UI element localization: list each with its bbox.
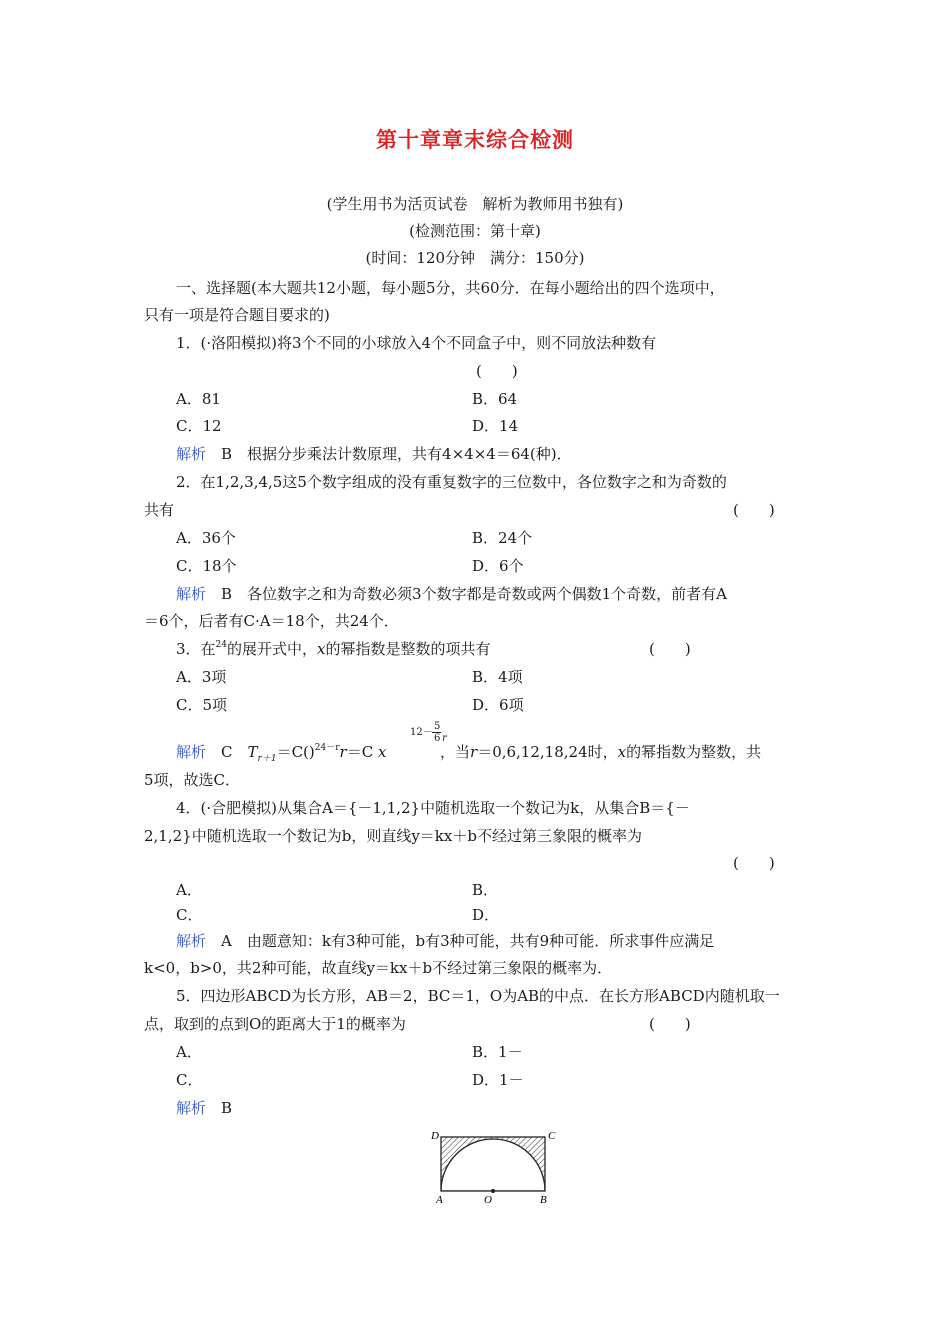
exponent: 24 <box>215 640 227 650</box>
question-2-analysis <box>176 584 727 604</box>
header-note: (学生用书为活页试卷 解析为教师用书独有) <box>326 195 624 213</box>
stem-text: 3．在 <box>176 640 216 658</box>
page-title: 第十章章末综合检测 <box>376 127 574 152</box>
question-3-option-b: B．4项 <box>472 668 523 686</box>
fraction-denominator: 6 <box>434 733 441 744</box>
analysis-text: B 各位数字之和为奇数必须3个数字都是奇数或两个偶数1个奇数，前者有A <box>221 585 727 603</box>
question-2-stem-cont: 共有 <box>144 501 175 519</box>
label-o: O <box>484 1194 492 1205</box>
question-1-option-b: B．64 <box>472 390 518 408</box>
question-4-option-a: A． <box>176 881 202 899</box>
header-scope: (检测范围：第十章) <box>409 222 541 240</box>
question-4-analysis-cont: k<0，b>0，共2种可能，故直线y＝kx＋b不经过第三象限的概率为． <box>144 959 613 977</box>
variable-r: r <box>339 743 347 761</box>
question-1-option-a: A．81 <box>176 390 221 408</box>
term-subscript: r＋1 <box>257 754 277 764</box>
section-intro: 一、选择题(本大题共12小题，每小题5分，共60分．在每小题给出的四个选项中， <box>176 279 725 297</box>
analysis-text: B <box>221 1099 233 1117</box>
analysis-label: 解析 <box>176 1099 207 1117</box>
question-4-bracket: ( ) <box>733 854 775 872</box>
stem-text: 的展开式中， <box>227 640 318 658</box>
question-3-option-d: D．6项 <box>472 696 524 714</box>
question-5-bracket: ( ) <box>649 1015 691 1033</box>
question-4-option-c: C． <box>176 906 203 924</box>
question-4-stem: 4．(·合肥模拟)从集合A＝{－1,1,2}中随机选取一个数记为k，从集合B＝{－ <box>176 799 690 817</box>
exponent-text: 12－ <box>410 727 433 738</box>
variable-x: x <box>317 640 326 658</box>
question-1-bracket: ( ) <box>476 362 518 380</box>
question-2-stem: 2．在1,2,3,4,5这5个数字组成的没有重复数字的三位数中，各位数字之和为奇数的 <box>176 473 727 491</box>
formula-text: ＝C() <box>276 743 315 761</box>
question-2-bracket: ( ) <box>733 501 775 519</box>
question-5-option-a: A． <box>176 1043 202 1061</box>
header-time: (时间：120分钟 满分：150分) <box>365 249 585 267</box>
question-5-option-b: B．1－ <box>472 1043 523 1061</box>
variable-x: x <box>377 743 387 761</box>
question-3-analysis-tail <box>440 742 761 762</box>
variable-r: r <box>470 743 478 761</box>
question-4-option-d: D． <box>472 906 500 924</box>
question-5-stem: 5．四边形ABCD为长方形，AB＝2，BC＝1，O为AB的中点．在长方形ABCD内随机取一 <box>176 987 780 1005</box>
question-3-bracket: ( ) <box>649 640 691 658</box>
question-2-option-d: D．6个 <box>472 557 524 575</box>
question-3-analysis-cont: 5项，故选C． <box>144 771 241 789</box>
rectangle-semicircle-figure <box>425 1125 565 1205</box>
question-2-analysis-cont: ＝6个，后者有C·A＝18个，共24个． <box>144 612 399 630</box>
analysis-label: 解析 <box>176 743 207 761</box>
question-3-option-c: C．5项 <box>176 696 228 714</box>
analysis-text: A 由题意知：k有3种可能，b有3种可能，共有9种可能．所求事件应满足 <box>221 932 715 950</box>
analysis-label: 解析 <box>176 445 207 463</box>
analysis-text: ＝0,6,12,18,24时， <box>477 743 618 761</box>
fraction-numerator: 5 <box>434 721 441 732</box>
question-1-option-d: D．14 <box>472 417 519 435</box>
analysis-label: 解析 <box>176 932 207 950</box>
label-b: B <box>540 1194 547 1205</box>
formula-text: ＝C <box>346 743 374 761</box>
question-1-stem: 1．(·洛阳模拟)将3个不同的小球放入4个不同盒子中，则不同放法种数有 <box>176 334 657 352</box>
question-4-stem-cont: 2,1,2}中随机选取一个数记为b，则直线y＝kx＋b不经过第三象限的概率为 <box>144 827 642 845</box>
question-4-analysis <box>176 931 714 951</box>
question-5-analysis <box>176 1098 232 1118</box>
label-d: D <box>431 1130 439 1142</box>
question-3-option-a: A．3项 <box>176 668 227 686</box>
analysis-text: B 根据分步乘法计数原理，共有4×4×4＝64(种)． <box>221 445 572 463</box>
question-1-option-c: C．12 <box>176 417 222 435</box>
term-symbol: T <box>247 743 258 761</box>
answer-letter: C <box>221 743 233 761</box>
question-3-analysis <box>176 742 386 765</box>
analysis-label: 解析 <box>176 585 207 603</box>
question-3-stem <box>176 639 491 662</box>
stem-text: 的幂指数是整数的项共有 <box>325 640 491 658</box>
section-intro-cont: 只有一项是符合题目要求的) <box>144 306 330 324</box>
question-2-option-b: B．24个 <box>472 529 533 547</box>
question-5-option-c: C． <box>176 1071 203 1089</box>
question-2-option-c: C．18个 <box>176 557 237 575</box>
label-a: A <box>436 1194 443 1205</box>
center-point-o <box>491 1189 495 1193</box>
formula-exponent: 24－r <box>314 743 340 753</box>
question-5-stem-cont: 点，取到的点到O的距离大于1的概率为 <box>144 1015 406 1033</box>
exponent-variable: r <box>442 733 447 744</box>
question-2-option-a: A．36个 <box>176 529 236 547</box>
analysis-text: ，当 <box>440 743 471 761</box>
label-c: C <box>548 1130 556 1142</box>
variable-x: x <box>617 743 627 761</box>
question-1-analysis <box>176 444 572 464</box>
question-4-option-b: B． <box>472 881 499 899</box>
question-5-option-d: D．1－ <box>472 1071 524 1089</box>
analysis-text: 的幂指数为整数，共 <box>626 743 762 761</box>
